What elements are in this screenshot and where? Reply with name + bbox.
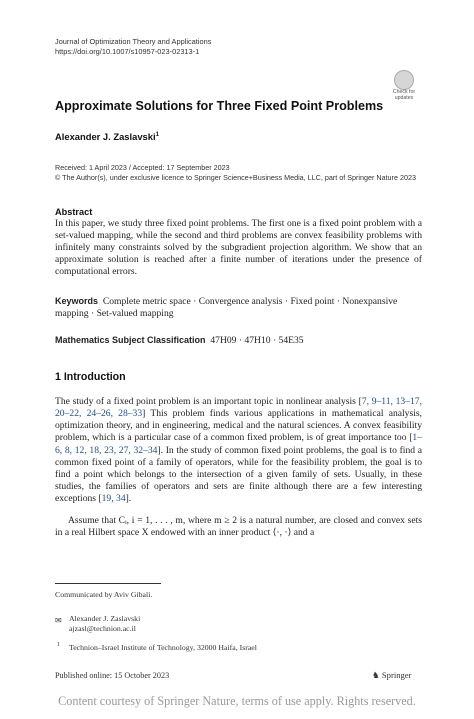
communicated-by: Communicated by Aviv Gibali. bbox=[55, 590, 153, 599]
citation-link[interactable]: 19, 34 bbox=[101, 493, 126, 505]
author-line bbox=[55, 131, 159, 142]
msc bbox=[55, 335, 304, 346]
copyright: © The Author(s), under exclusive licence to Springer Science+Business Media, LLC, part of Springer Nature 2023 bbox=[55, 173, 416, 182]
doi-link[interactable]: https://doi.org/10.1007/s10957-023-02313-1 bbox=[55, 47, 200, 56]
published-online: Published online: 15 October 2023 bbox=[55, 671, 170, 680]
author-affiliation-mark: 1 bbox=[155, 131, 159, 138]
msc-label: Mathematics Subject Classification bbox=[55, 335, 206, 345]
springer-logo bbox=[372, 670, 411, 681]
citation-link[interactable]: 1–6, 8, 12, 18, 23, 27, 32–34 bbox=[55, 432, 422, 456]
affiliation: Technion–Israel Institute of Technology, 32000 Haifa, Israel bbox=[69, 643, 257, 652]
abstract-heading: Abstract bbox=[55, 207, 93, 217]
check-for-updates-badge[interactable] bbox=[388, 70, 420, 100]
journal-header bbox=[55, 37, 211, 57]
author-name: Alexander J. Zaslavski bbox=[55, 131, 156, 142]
keywords-text: Complete metric space · Convergence analysis · Fixed point · Nonexpansive mapping · Set-valued mapping bbox=[55, 296, 398, 320]
msc-codes: 47H09 · 47H10 · 54E35 bbox=[210, 335, 304, 346]
badge-line2: updates bbox=[394, 95, 414, 101]
intro-paragraph-1 bbox=[55, 396, 422, 505]
footnote-rule bbox=[55, 583, 161, 584]
check-for-updates-icon bbox=[394, 70, 414, 90]
affiliation-number: 1 bbox=[57, 642, 60, 648]
intro-paragraph-2: Assume that Cᵢ, i = 1, . . . , m, where m ≥ 2 is a natural number, are closed and convex sets in a real Hilbert space X endowed with an inner product ⟨·, ·⟩ and a bbox=[55, 515, 422, 539]
section-heading: 1 Introduction bbox=[55, 371, 126, 383]
received-accepted: Received: 1 April 2023 / Accepted: 17 September 2023 bbox=[55, 163, 230, 172]
courtesy-watermark: Content courtesy of Springer Nature, terms of use apply. Rights reserved. bbox=[58, 694, 416, 708]
badge-line1: Check for bbox=[392, 89, 416, 95]
p1-text-c: ]. In the study of common fixed point problems, the goal is to find a common fixed point of a family of operators, while for the feasibility problem, the goal is to find a point which belongs to the intersection of a given family of sets. Usually, in these studies, the families of operators and sets are finite although there are a few interesting exceptions [ bbox=[55, 444, 422, 505]
envelope-icon: ✉ bbox=[55, 616, 62, 625]
article-history bbox=[55, 163, 416, 183]
publisher-name: Springer bbox=[381, 670, 412, 680]
contact-block bbox=[69, 614, 140, 633]
contact-name: Alexander J. Zaslavski bbox=[69, 614, 141, 623]
keywords bbox=[55, 295, 422, 320]
p1-text-d: ]. bbox=[125, 493, 132, 505]
contact-email[interactable]: ajzasl@technion.ac.il bbox=[69, 623, 136, 633]
paper-title: Approximate Solutions for Three Fixed Point Problems bbox=[55, 99, 384, 113]
abstract-text: In this paper, we study three fixed point problems. The first one is a fixed point problem with a set-valued mapping, while the second and third problems are convex feasibility problems with infinitely many constraints solved by the subgradient projection algorithm. We show that an approximate solution is reached after a finite number of iterations under the presence of computational errors. bbox=[55, 218, 422, 278]
p1-text-b: ] This problem finds various applications in mathematical analysis, optimization theory, and in engineering, medical and the natural sciences. A convex feasibility problem, which is a particular case of a common fixed problem, is of great importance too [ bbox=[55, 408, 423, 444]
springer-horse-icon: ♞ bbox=[372, 670, 380, 680]
keywords-label: Keywords bbox=[55, 296, 99, 306]
p1-text-a: The study of a fixed point problem is an important topic in nonlinear analysis [ bbox=[55, 396, 362, 407]
citation-link[interactable]: 7, 9–11, 13–17, 20–22, 24–26, 28–33 bbox=[55, 396, 423, 420]
journal-name: Journal of Optimization Theory and Applications bbox=[55, 37, 212, 46]
